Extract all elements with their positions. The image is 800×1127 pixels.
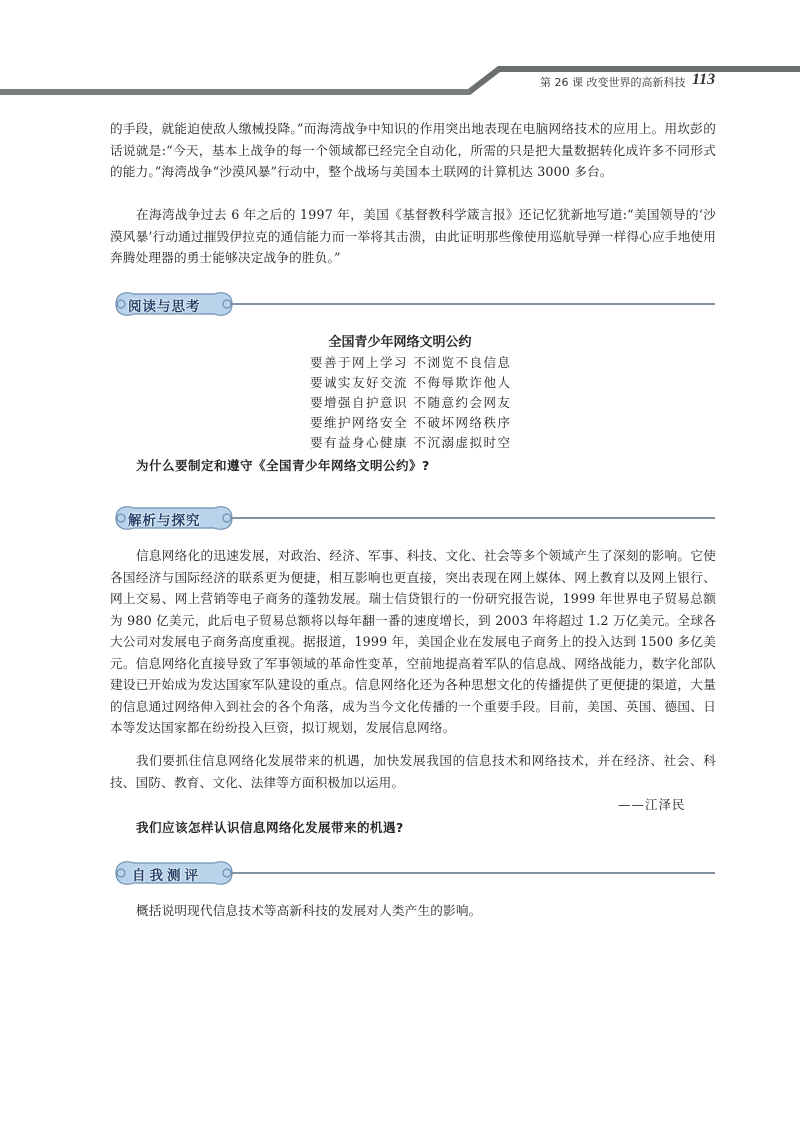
convention-line: 要善于网上学习 不浏览不良信息 <box>310 355 512 370</box>
intro-paragraph-1: 的手段，就能迫使敌人缴械投降。”而海湾战争中知识的作用突出地表现在电脑网络技术的应用上。用坎彭的话说就是:“今天，基本上战争的每一个领域都已经完全自动化，所需的只是把大量数据转化成许多不同形式的能力。”海湾战争“沙漠风暴”行动中，整个战场与美国本土联网的计算机达 3000 多台。 <box>110 121 716 179</box>
analysis-paragraph-2: 我们要抓住信息网络化发展带来的机遇，加快发展我国的信息技术和网络技术，并在经济、社会、科技、国防、教育、文化、法律等方面积极加以运用。 <box>110 753 716 790</box>
convention-line: 要有益身心健康 不沉溺虚拟时空 <box>310 435 512 450</box>
convention-title: 全国青少年网络文明公约 <box>328 335 472 350</box>
convention-lines <box>310 353 570 453</box>
page-number: 113 <box>692 71 716 88</box>
section-banner-reading <box>110 289 715 319</box>
analysis-paragraph-1: 信息网络化的迅速发展，对政治、经济、军事、科技、文化、社会等多个领域产生了深刻的影响。它使各国经济与国际经济的联系更为便捷，相互影响也更直接，突出表现在网上媒体、网上教育以及网上银行、网上交易、网上营销等电子商务的蓬勃发展。瑞士信贷银行的一份研究报告说，1999 年世界电子贸易总额为 980 亿美元，此后电子贸易总额将以每年翻一番的速度增长，到 2003 年将超过 1.2 万亿美元。全球各大公司对发展电子商务高度重视。据报道，1999 年，美国企业在发展电子商务上的投入达到 1500 多亿美元。信息网络化直接导致了军事领域的革命性变革，空前地提高着军队的信息战、网络战能力，数字化部队建设已开始成为发达国家军队建设的重点。信息网络化还为各种思想文化的传播提供了更便捷的渠道，大量的信息通过网络伸入到社会的各个角落，成为当今文化传播的一个重要手段。目前，美国、英国、德国、日本等发达国家都在纷纷投入巨资，拟订规划，发展信息网络。 <box>110 548 716 735</box>
section-banner-analysis <box>110 503 715 533</box>
banner-label-reading: 阅读与思考 <box>128 299 201 315</box>
reading-question: 为什么要制定和遵守《全国青少年网络文明公约》? <box>136 458 430 473</box>
section-banner-self-eval <box>110 858 715 888</box>
header-lesson-title: 第 26 课 改变世界的高新科技 <box>540 76 686 89</box>
convention-line: 要诚实友好交流 不侮辱欺诈他人 <box>310 375 512 390</box>
convention-line: 要增强自护意识 不随意约会网友 <box>310 395 512 410</box>
analysis-question: 我们应该怎样认识信息网络化发展带来的机遇? <box>136 820 404 835</box>
banner-label-self-eval: 自我测评 <box>132 868 202 884</box>
self-eval-text: 概括说明现代信息技术等高新科技的发展对人类产生的影响。 <box>136 903 482 918</box>
intro-paragraph-2: 在海湾战争过去 6 年之后的 1997 年，美国《基督教科学箴言报》还记忆犹新地写道:“美国领导的‘沙漠风暴’行动通过摧毁伊拉克的通信能力而一举将其击溃，由此证明那些像使用巡航导弹一样得心应手地使用奔腾处理器的勇士能够决定战争的胜负。” <box>110 207 716 265</box>
convention-line: 要维护网络安全 不破坏网络秩序 <box>310 415 512 430</box>
banner-label-analysis: 解析与探究 <box>128 513 201 529</box>
quote-author: ——江泽民 <box>618 797 686 812</box>
